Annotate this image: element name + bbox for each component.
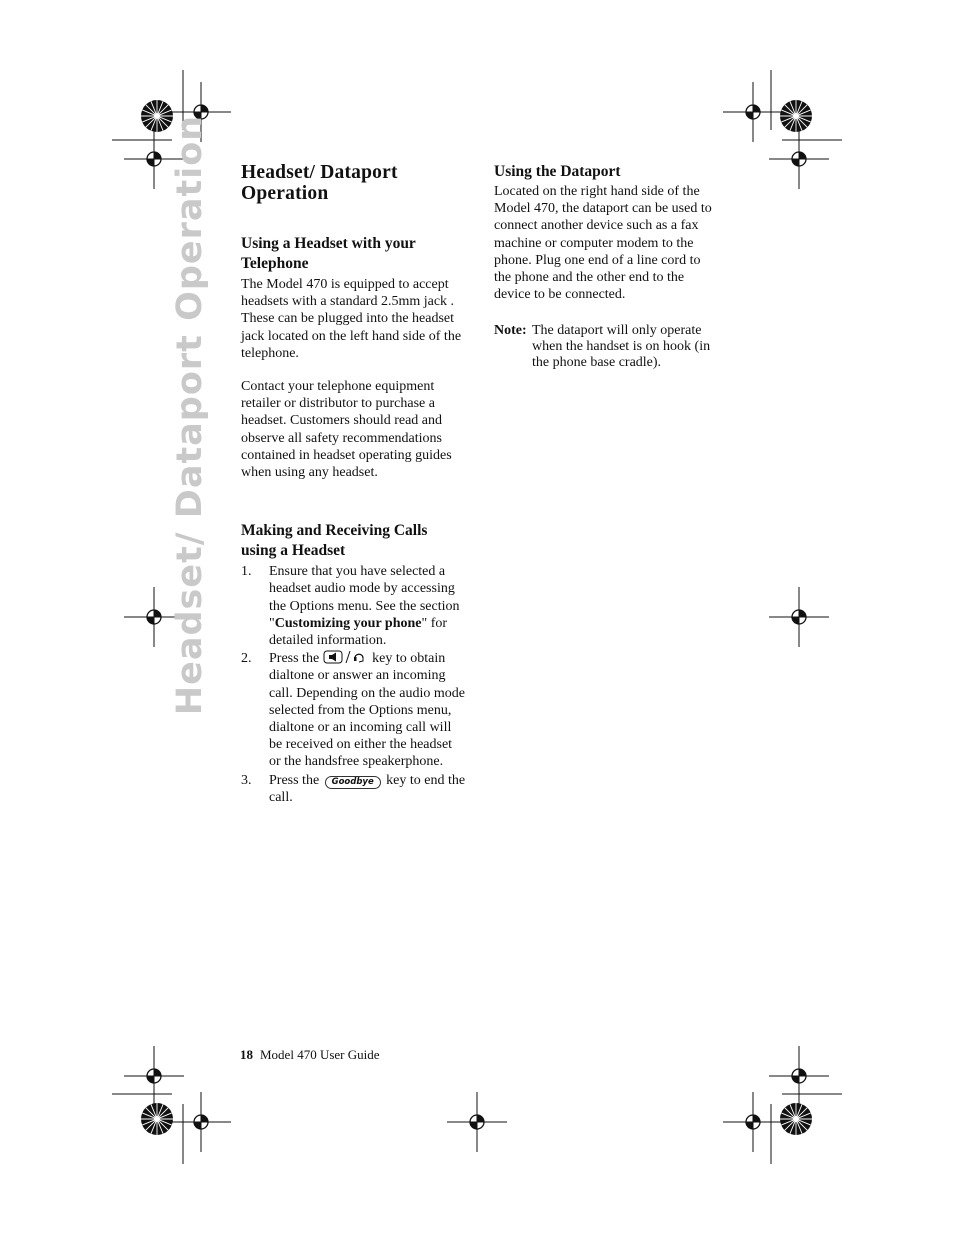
left-column — [241, 162, 467, 807]
step-item — [241, 650, 467, 770]
right-column — [494, 162, 720, 371]
page-footer — [240, 1047, 380, 1063]
speaker-icon — [324, 651, 342, 663]
note-label: Note: — [494, 323, 527, 339]
headset-paragraph-1: The Model 470 is equipped to accept headsets with a standard 2.5mm jack . These can be plugged into the headset jack located on the left hand side of the telephone. — [241, 277, 462, 361]
step-item — [241, 563, 467, 649]
headset-icon — [354, 655, 363, 663]
dataport-note — [494, 323, 716, 371]
calls-section-heading: Making and Receiving Calls using a Headset — [241, 522, 428, 560]
goodbye-key: Goodbye — [325, 776, 381, 789]
page-number: 18 — [240, 1047, 253, 1062]
step-number: 2. — [241, 651, 252, 667]
step-number: 1. — [241, 564, 252, 580]
step-bold-reference: Customizing your phone — [274, 615, 422, 631]
step-text: " for detailed information. — [269, 615, 448, 649]
speaker-headset-key — [323, 650, 369, 664]
dataport-section-heading: Using the Dataport — [494, 163, 621, 180]
step-text: key to obtain dialtone or answer an incoming call. Depending on the audio mode selected from the Options menu, dialtone or an incoming call will be received on either the headset or the handsfree speakerphone. — [269, 651, 465, 770]
headset-paragraph-2: Contact your telephone equipment retailer or distributor to purchase a headset. Customers should read and observe all safety recommendations contained in headset operating guides when using any headset. — [241, 379, 452, 481]
step-text: Press the — [269, 772, 320, 788]
guide-title: Model 470 User Guide — [260, 1047, 380, 1062]
step-text: Press the — [269, 651, 320, 667]
side-section-tab-label: Headset/ Dataport Operation — [170, 114, 210, 716]
page-title: Headset/ Dataport Operation — [241, 162, 398, 204]
note-text: The dataport will only operate when the handset is on hook (in the phone base cradle). — [532, 323, 711, 371]
dataport-paragraph: Located on the right hand side of the Model 470, the dataport can be used to connect another device such as a fax machine or computer modem to the phone. Plug one end of a line cord to the phone and the other end to the device to be connected. — [494, 184, 712, 303]
headset-section-heading: Using a Headset with your Telephone — [241, 235, 416, 272]
step-text: key to end the call. — [269, 772, 466, 805]
calls-steps-list — [241, 563, 467, 806]
step-number: 3. — [241, 772, 252, 788]
step-item — [241, 772, 467, 806]
step-text: Ensure that you have selected a headset audio mode by accessing the Options menu. See the section " — [269, 564, 460, 631]
